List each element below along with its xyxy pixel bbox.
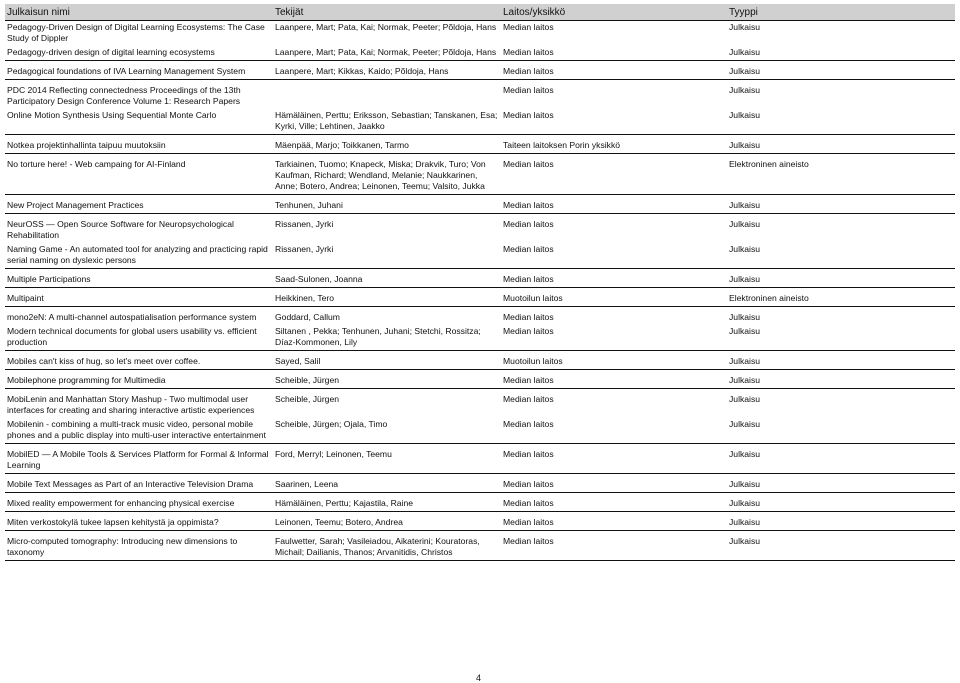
publication-department: Median laitos	[503, 219, 554, 229]
publication-department: Median laitos	[503, 326, 554, 336]
publication-department: Median laitos	[503, 498, 554, 508]
publication-title: Mixed reality empowerment for enhancing physical exercise	[7, 498, 235, 508]
publication-authors: Saarinen, Leena	[275, 479, 339, 489]
publication-type: Julkaisu	[729, 66, 761, 76]
publication-department: Median laitos	[503, 200, 554, 210]
publication-type: Julkaisu	[729, 140, 761, 150]
publication-title: PDC 2014 Reflecting connectedness Proceedings of the 13th Participatory Design Conference Volume 1: Research Papers	[7, 85, 241, 106]
table-row	[5, 374, 955, 389]
publication-type: Julkaisu	[729, 375, 761, 385]
publication-authors	[273, 84, 501, 109]
publication-type: Julkaisu	[729, 498, 761, 508]
publication-title: Pedagogy-driven design of digital learning ecosystems	[7, 47, 215, 57]
publication-authors: Heikkinen, Tero	[275, 293, 335, 303]
table-row	[5, 199, 955, 214]
publication-department: Median laitos	[503, 159, 554, 169]
publication-type: Julkaisu	[729, 479, 761, 489]
publication-authors: Hämäläinen, Perttu; Eriksson, Sebastian; Tanskanen, Esa; Kyrki, Ville; Lehtinen, Jaakko	[275, 110, 498, 131]
publication-title: Modern technical documents for global users usability vs. efficient production	[7, 326, 257, 347]
publication-type: Julkaisu	[729, 356, 761, 366]
publication-department: Median laitos	[503, 394, 554, 404]
publication-title: Pedagogical foundations of IVA Learning Management System	[7, 66, 246, 76]
publication-department: Median laitos	[501, 535, 727, 561]
publication-department: Taiteen laitoksen Porin yksikkö	[503, 140, 621, 150]
publication-authors: Scheible, Jürgen; Ojala, Timo	[275, 419, 388, 429]
publication-type: Julkaisu	[729, 219, 761, 229]
publication-department: Median laitos	[503, 449, 554, 459]
publication-department: Median laitos	[503, 419, 554, 429]
publication-title: NeurOSS — Open Source Software for Neuropsychological Rehabilitation	[7, 219, 234, 240]
publication-type: Julkaisu	[729, 274, 761, 284]
table-row	[5, 393, 955, 418]
publication-type: Julkaisu	[729, 110, 761, 120]
table-row	[5, 325, 955, 351]
table-row	[5, 516, 955, 531]
table-row	[5, 497, 955, 512]
publication-department: Median laitos	[501, 21, 727, 47]
publication-title: Naming Game - An automated tool for analyzing and practicing rapid serial naming on dyslexic persons	[7, 244, 268, 265]
publication-title: mono2eN: A multi-channel autospatialisation performance system	[7, 312, 257, 322]
header-title: Julkaisun nimi	[7, 6, 70, 18]
table-row	[5, 139, 955, 154]
header-type: Tyyppi	[729, 6, 758, 18]
publication-title: MobilED — A Mobile Tools & Services Platform for Formal & Informal Learning	[7, 449, 269, 470]
publication-authors: Laanpere, Mart; Pata, Kai; Normak, Peeter; Põldoja, Hans	[273, 21, 501, 47]
publication-title: Mobiles can't kiss of hug, so let's meet over coffee.	[7, 356, 201, 366]
publication-authors: Goddard, Callum	[275, 312, 340, 322]
publication-authors: Faulwetter, Sarah; Vasileiadou, Aikaterini; Kouratoras, Michail; Dailianis, Thanos; Arvanitidis, Christos	[273, 535, 501, 561]
table-row	[5, 65, 955, 80]
publication-department: Median laitos	[503, 517, 554, 527]
table-row	[5, 218, 955, 243]
publication-authors: Ford, Merryl; Leinonen, Teemu	[275, 449, 392, 459]
publication-title: Mobile Text Messages as Part of an Interactive Television Drama	[7, 479, 254, 489]
publication-title: No torture here! - Web campaing for AI-Finland	[7, 159, 186, 169]
publication-department: Median laitos	[503, 110, 554, 120]
publication-authors: Saad-Sulonen, Joanna	[275, 274, 363, 284]
table-row	[5, 448, 955, 474]
publication-department: Muotoilun laitos	[503, 356, 563, 366]
publication-department: Median laitos	[503, 479, 554, 489]
table-body	[5, 21, 955, 561]
table-row	[5, 273, 955, 288]
publication-authors: Tenhunen, Juhani	[275, 200, 343, 210]
publication-authors: Hämäläinen, Perttu; Kajastila, Raine	[275, 498, 414, 508]
publication-department: Median laitos	[503, 274, 554, 284]
publication-authors: Laanpere, Mart; Kikkas, Kaido; Põldoja, Hans	[275, 66, 449, 76]
table-row	[5, 243, 955, 269]
publication-department: Median laitos	[503, 244, 554, 254]
publication-authors: Rissanen, Jyrki	[275, 244, 334, 254]
publication-authors: Siltanen , Pekka; Tenhunen, Juhani; Stetchi, Rossitza; Díaz-Kommonen, Lily	[275, 326, 481, 347]
publications-table	[5, 4, 955, 561]
publication-title: Multipaint	[7, 293, 44, 303]
table-row	[5, 158, 955, 195]
table-row	[5, 292, 955, 307]
table-header-row	[5, 4, 955, 21]
table-row	[5, 355, 955, 370]
publication-type: Julkaisu	[729, 244, 761, 254]
publication-title: Multiple Participations	[7, 274, 91, 284]
table-row	[5, 21, 955, 47]
table-row	[5, 478, 955, 493]
publication-authors: Leinonen, Teemu; Botero, Andrea	[275, 517, 403, 527]
header-department: Laitos/yksikkö	[503, 6, 566, 18]
table-row	[5, 535, 955, 561]
publication-title: Mobilenin - combining a multi-track music video, personal mobile phones and a public display into multi-user interactive entertainment	[7, 419, 266, 440]
publication-title: New Project Management Practices	[7, 200, 144, 210]
publication-authors: Rissanen, Jyrki	[275, 219, 334, 229]
publication-authors: Scheible, Jürgen	[275, 394, 340, 404]
publication-authors: Sayed, Salil	[275, 356, 321, 366]
publication-type: Julkaisu	[729, 200, 761, 210]
publication-department: Median laitos	[503, 375, 554, 385]
publication-type: Julkaisu	[727, 535, 955, 561]
table-row	[5, 46, 955, 61]
publication-department: Muotoilun laitos	[503, 293, 563, 303]
publication-type: Elektroninen aineisto	[729, 293, 809, 303]
table-row	[5, 311, 955, 325]
publication-type: Julkaisu	[729, 449, 761, 459]
table-row	[5, 418, 955, 444]
publication-type: Julkaisu	[729, 312, 761, 322]
publication-authors: Tarkiainen, Tuomo; Knapeck, Miska; Drakvik, Turo; Von Kaufman, Richard; Wendland, Melanie; Naukkarinen, Anne; Botero, Andrea; Leinonen, Teemu; Valsito, Jukka	[275, 159, 486, 191]
publication-type: Julkaisu	[729, 326, 761, 336]
publication-type: Julkaisu	[729, 394, 761, 404]
publication-type: Julkaisu	[729, 85, 761, 95]
publication-title: Mobilephone programming for Multimedia	[7, 375, 166, 385]
publication-type: Julkaisu	[727, 21, 955, 47]
publication-type: Elektroninen aineisto	[729, 159, 809, 169]
publication-title: Pedagogy-Driven Design of Digital Learning Ecosystems: The Case Study of Dippler	[5, 21, 273, 47]
publication-title: Online Motion Synthesis Using Sequential Monte Carlo	[7, 110, 217, 120]
publication-title: Notkea projektinhallinta taipuu muutoksiin	[7, 140, 166, 150]
table-row	[5, 84, 955, 109]
publication-type: Julkaisu	[729, 419, 761, 429]
publication-title: Micro-computed tomography: Introducing new dimensions to taxonomy	[5, 535, 273, 561]
table-row	[5, 109, 955, 135]
publication-authors: Scheible, Jürgen	[275, 375, 340, 385]
publication-authors: Laanpere, Mart; Pata, Kai; Normak, Peeter; Põldoja, Hans	[275, 47, 497, 57]
page-number: 4	[476, 673, 482, 683]
publication-title: Miten verkostokylä tukee lapsen kehitystä ja oppimista?	[7, 517, 219, 527]
publication-title: MobiLenin and Manhattan Story Mashup - Two multimodal user interfaces for creating and sharing interactive artistic experiences	[7, 394, 255, 415]
publication-type: Julkaisu	[729, 47, 761, 57]
publication-department: Median laitos	[503, 312, 554, 322]
publication-department: Median laitos	[503, 66, 554, 76]
header-authors: Tekijät	[275, 6, 304, 18]
publication-type: Julkaisu	[729, 517, 761, 527]
publication-department: Median laitos	[503, 47, 554, 57]
publication-department: Median laitos	[503, 85, 554, 95]
publication-authors: Mäenpää, Marjo; Toikkanen, Tarmo	[275, 140, 409, 150]
